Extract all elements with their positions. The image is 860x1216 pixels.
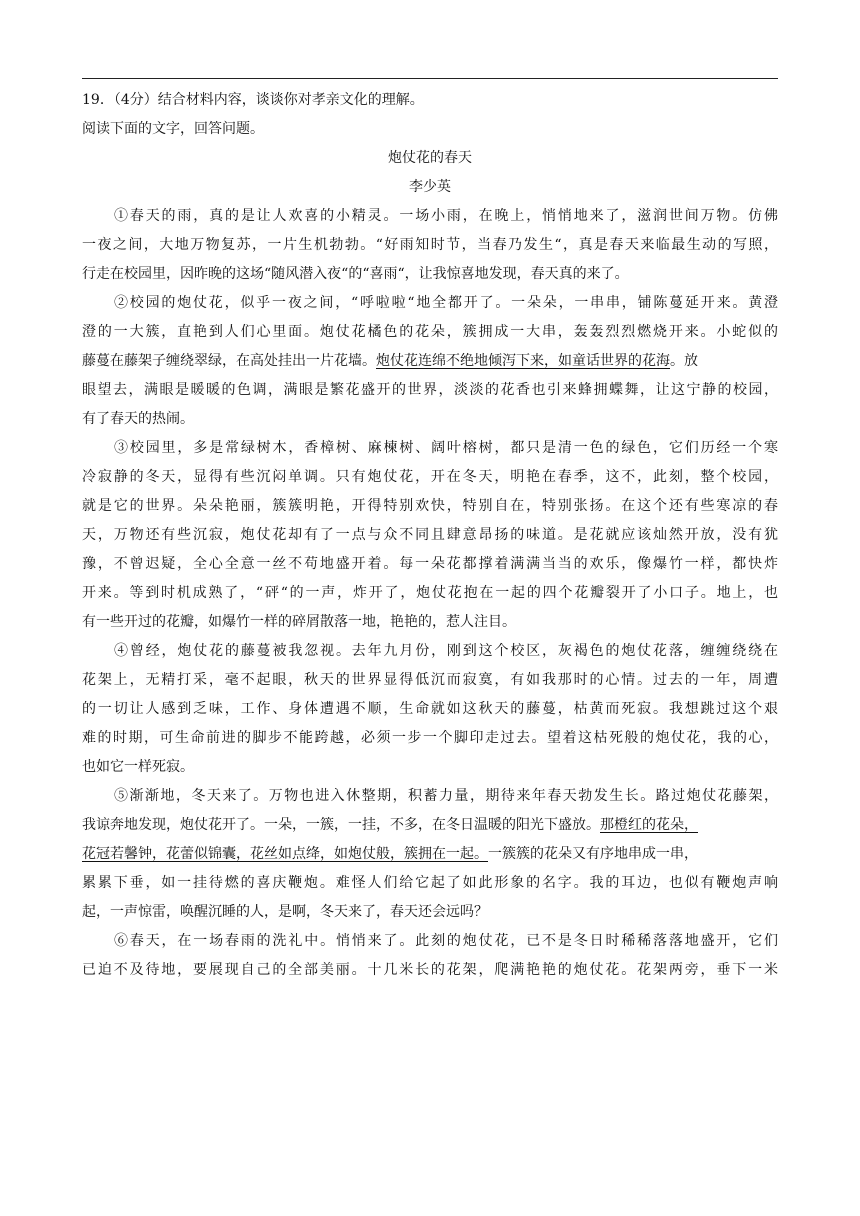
paragraph-3-line: 豫，不曾迟疑，全心全意一丝不苟地盛开着。每一朵花都撑着满满当当的欢乐，像爆竹一样，都快炸 — [82, 556, 778, 572]
document-body — [82, 86, 778, 985]
reading-instruction: 阅读下面的文字，回答问题。 — [82, 121, 264, 137]
paragraph-2-line: ②校园的炮仗花，似乎一夜之间，“呼啦啦“地全都开了。一朵朵，一串串，铺陈蔓延开来。黄澄 — [114, 295, 778, 311]
plain-text: 藤蔓在藤架子缠绕翠绿，在高处挂出一片花墙。 — [82, 353, 376, 369]
plain-text: 。放 — [670, 353, 698, 369]
plain-text: 一簇簇的花朵又有序地串成一串， — [488, 846, 698, 862]
underlined-sentence: 炮仗花连绵不绝地倾泻下来，如童话世界的花海 — [376, 353, 670, 369]
paragraph-2-line: 澄的一大簇，直艳到人们心里面。炮仗花橘色的花朵，簇拥成一大串，轰轰烈烈燃烧开来。小蛇似的 — [82, 324, 778, 340]
paragraph-2-line: 眼望去，满眼是暖暖的色调，满眼是繁花盛开的世界，淡淡的花香也引来蜂拥蝶舞，让这宁静的校园， — [82, 382, 778, 398]
header-rule — [82, 78, 778, 79]
paragraph-6-line: ⑥春天，在一场春雨的洗礼中。悄悄来了。此刻的炮仗花，已不是冬日时稀稀落落地盛开，它们 — [114, 933, 778, 949]
paragraph-3-line: 天，万物还有些沉寂，炮仗花却有了一点与众不同且肆意昂扬的味道。是花就应该灿然开放，没有犹 — [82, 527, 778, 543]
paragraph-3-line: 开来。等到时机成熟了，“砰“的一声，炸开了，炮仗花抱在一起的四个花瓣裂开了小口子。地上，也 — [82, 585, 778, 601]
paragraph-5-line: 起，一声惊雷，唤醒沉睡的人，是啊，冬天来了，春天还会远吗？ — [82, 904, 488, 920]
paragraph-5-line: 累累下垂，如一挂待燃的喜庆鞭炮。难怪人们给它起了如此形象的名字。我的耳边，也似有鞭炮声响 — [82, 875, 778, 891]
article-title: 炮仗花的春天 — [388, 150, 472, 166]
question-19: 19．（4分）结合材料内容，谈谈你对孝亲文化的理解。 — [82, 92, 424, 108]
paragraph-2-line — [82, 347, 778, 376]
paragraph-1-line: ①春天的雨，真的是让人欢喜的小精灵。一场小雨，在晚上，悄悄地来了，滋润世间万物。仿佛 — [114, 208, 778, 224]
paragraph-3-line: 冷寂静的冬天，显得有些沉闷单调。只有炮仗花，开在冬天，明艳在春季，这不，此刻，整个校园， — [82, 469, 778, 485]
paragraph-4-line: 也如它一样死寂。 — [82, 759, 194, 775]
paragraph-2-line: 有了春天的热闹。 — [82, 411, 194, 427]
paragraph-5-line — [82, 811, 778, 840]
paragraph-4-line: 难的时期，可生命前进的脚步不能跨越，必须一步一个脚印走过去。望着这枯死般的炮仗花，我的心， — [82, 730, 778, 746]
paragraph-4-line: 的一切让人感到乏味，工作、身体遭遇不顺，生命就如这秋天的藤蔓，枯黄而死寂。我想跳过这个艰 — [82, 701, 778, 717]
paragraph-4-line: 花架上，无精打采，毫不起眼，秋天的世界显得低沉而寂寞，有如我那时的心情。过去的一年，周遭 — [82, 672, 778, 688]
plain-text: 我谅奔地发现，炮仗花开了。一朵，一簇，一挂，不多，在冬日温暖的阳光下盛放。 — [82, 817, 600, 833]
paragraph-1-line: 一夜之间，大地万物复苏，一片生机勃勃。“好雨知时节，当春乃发生“，真是春天来临最生动的写照， — [82, 237, 778, 253]
underlined-sentence: 花冠若馨钟，花蕾似锦囊，花丝如点绛，如炮仗般，簇拥在一起。 — [82, 846, 488, 862]
paragraph-5-line: ⑤渐渐地，冬天来了。万物也进入休整期，积蓄力量，期待来年春天勃发生长。路过炮仗花藤架， — [114, 788, 778, 804]
paragraph-3-line: ③校园里，多是常绿树木，香樟树、麻楝树、阔叶榕树，都只是清一色的绿色，它们历经一个寒 — [114, 440, 778, 456]
paragraph-3-line: 有一些开过的花瓣，如爆竹一样的碎屑散落一地，艳艳的，惹人注目。 — [82, 614, 516, 630]
paragraph-6-line: 已迫不及待地，要展现自己的全部美丽。十几米长的花架，爬满艳艳的炮仗花。花架两旁，垂下一米 — [82, 962, 778, 978]
paragraph-3-line: 就是它的世界。朵朵艳丽，簇簇明艳，开得特别欢快，特别自在，特别张扬。在这个还有些寒凉的春 — [82, 498, 778, 514]
article-author: 李少英 — [409, 179, 451, 195]
paragraph-1-line: 行走在校园里，因昨晚的这场“随风潜入夜“的“喜雨“，让我惊喜地发现，春天真的来了。 — [82, 266, 629, 282]
paragraph-4-line: ④曾经，炮仗花的藤蔓被我忽视。去年九月份，刚到这个校区，灰褐色的炮仗花落，缠缠绕绕在 — [114, 643, 778, 659]
paragraph-5-line — [82, 840, 778, 869]
underlined-sentence: 那橙红的花朵， — [600, 817, 698, 833]
